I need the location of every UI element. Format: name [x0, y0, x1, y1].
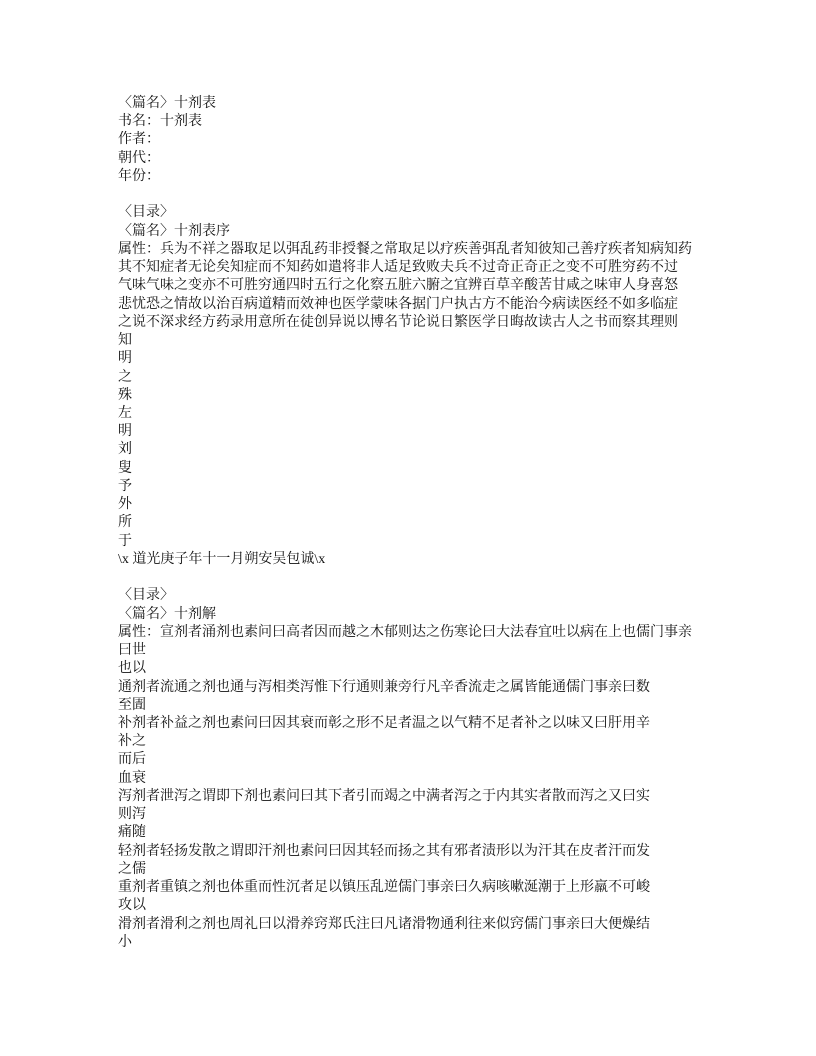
text-line: 年份： [118, 168, 160, 184]
text-line: 补剂者补益之剂也素问曰因其衰而彰之形不足者温之以气精不足者补之以味又曰肝用辛 [118, 715, 650, 731]
text-line: 〈篇名〉十剂解 [118, 606, 216, 622]
text-line: 其不知症者无论矣知症而不知药如遣将非人适足致败夫兵不过奇正奇正之变不可胜穷药不过 [118, 260, 678, 276]
text-line: 则泻 [118, 807, 146, 823]
blank-line [118, 186, 692, 204]
document-body [118, 95, 692, 952]
text-line: 补之 [118, 734, 146, 750]
text-line: 左 [118, 405, 132, 421]
text-line: 知 [118, 333, 132, 349]
text-line: 之儒 [118, 861, 146, 877]
text-line: 所 [118, 515, 132, 531]
text-line: 殊 [118, 387, 132, 403]
text-line: 泻剂者泄泻之谓即下剂也素问曰其下者引而竭之中满者泻之于内其实者散而泻之又曰实 [118, 788, 650, 804]
text-line: 之 [118, 369, 132, 385]
text-line: 曰世 [118, 643, 146, 659]
text-line: 通剂者流通之剂也通与泻相类泻惟下行通则兼旁行凡辛香流走之属皆能通儒门事亲曰数 [118, 679, 650, 695]
text-line: 明 [118, 351, 132, 367]
text-line: 叟 [118, 460, 132, 476]
text-line: 予 [118, 478, 132, 494]
text-line: 书名：十剂表 [118, 114, 202, 130]
text-line: \x 道光庚子年十一月朔安吴包诚\x [118, 551, 326, 567]
text-line: 刘 [118, 442, 132, 458]
text-line: 〈篇名〉十剂表 [118, 96, 216, 111]
text-line: 血衰 [118, 770, 146, 786]
text-line: 小 [118, 934, 132, 950]
text-line: 明 [118, 424, 132, 440]
text-line: 〈目录〉 [118, 205, 174, 221]
text-line: 也以 [118, 661, 146, 677]
text-line: 〈目录〉 [118, 588, 174, 604]
text-line: 作者： [118, 132, 160, 148]
text-line: 朝代： [118, 150, 160, 166]
text-line: 外 [118, 497, 132, 513]
text-line: 轻剂者轻扬发散之谓即汗剂也素问曰因其轻而扬之其有邪者渍形以为汗其在皮者汗而发 [118, 843, 650, 859]
text-line: 属性：兵为不祥之器取足以弭乱药非授餐之常取足以疗疾善弭乱者知彼知己善疗疾者知病知药 [118, 241, 692, 257]
text-line: 重剂者重镇之剂也体重而性沉者足以镇压乱逆儒门事亲曰久病咳嗽涎潮于上形羸不可峻 [118, 880, 650, 896]
text-line: 之说不深求经方药录用意所在徒创异说以博名节论说日繁医学日晦故读古人之书而察其理则 [118, 314, 678, 330]
text-line: 气味气味之变亦不可胜穷通四时五行之化察五脏六腑之宜辨百草辛酸苦甘咸之味审人身喜怒 [118, 278, 678, 294]
text-line: 而后 [118, 752, 146, 768]
text-line: 攻以 [118, 898, 146, 914]
text-line: 至圊 [118, 697, 146, 713]
text-line: 滑剂者滑利之剂也周礼曰以滑养窍郑氏注曰凡诸滑物通利往来似窍儒门事亲曰大便燥结 [118, 916, 650, 932]
text-line: 〈篇名〉十剂表序 [118, 223, 230, 239]
blank-line [118, 569, 692, 587]
text-line: 痛随 [118, 825, 146, 841]
text-line: 属性：宣剂者涌剂也素问曰高者因而越之木郁则达之伤寒论曰大法春宜吐以病在上也儒门事亲 [118, 624, 692, 640]
text-line: 悲忧恐之情故以治百病道精而效神也医学蒙味各据门户执古方不能治今病读医经不如多临症 [118, 296, 678, 312]
text-line: 于 [118, 533, 132, 549]
